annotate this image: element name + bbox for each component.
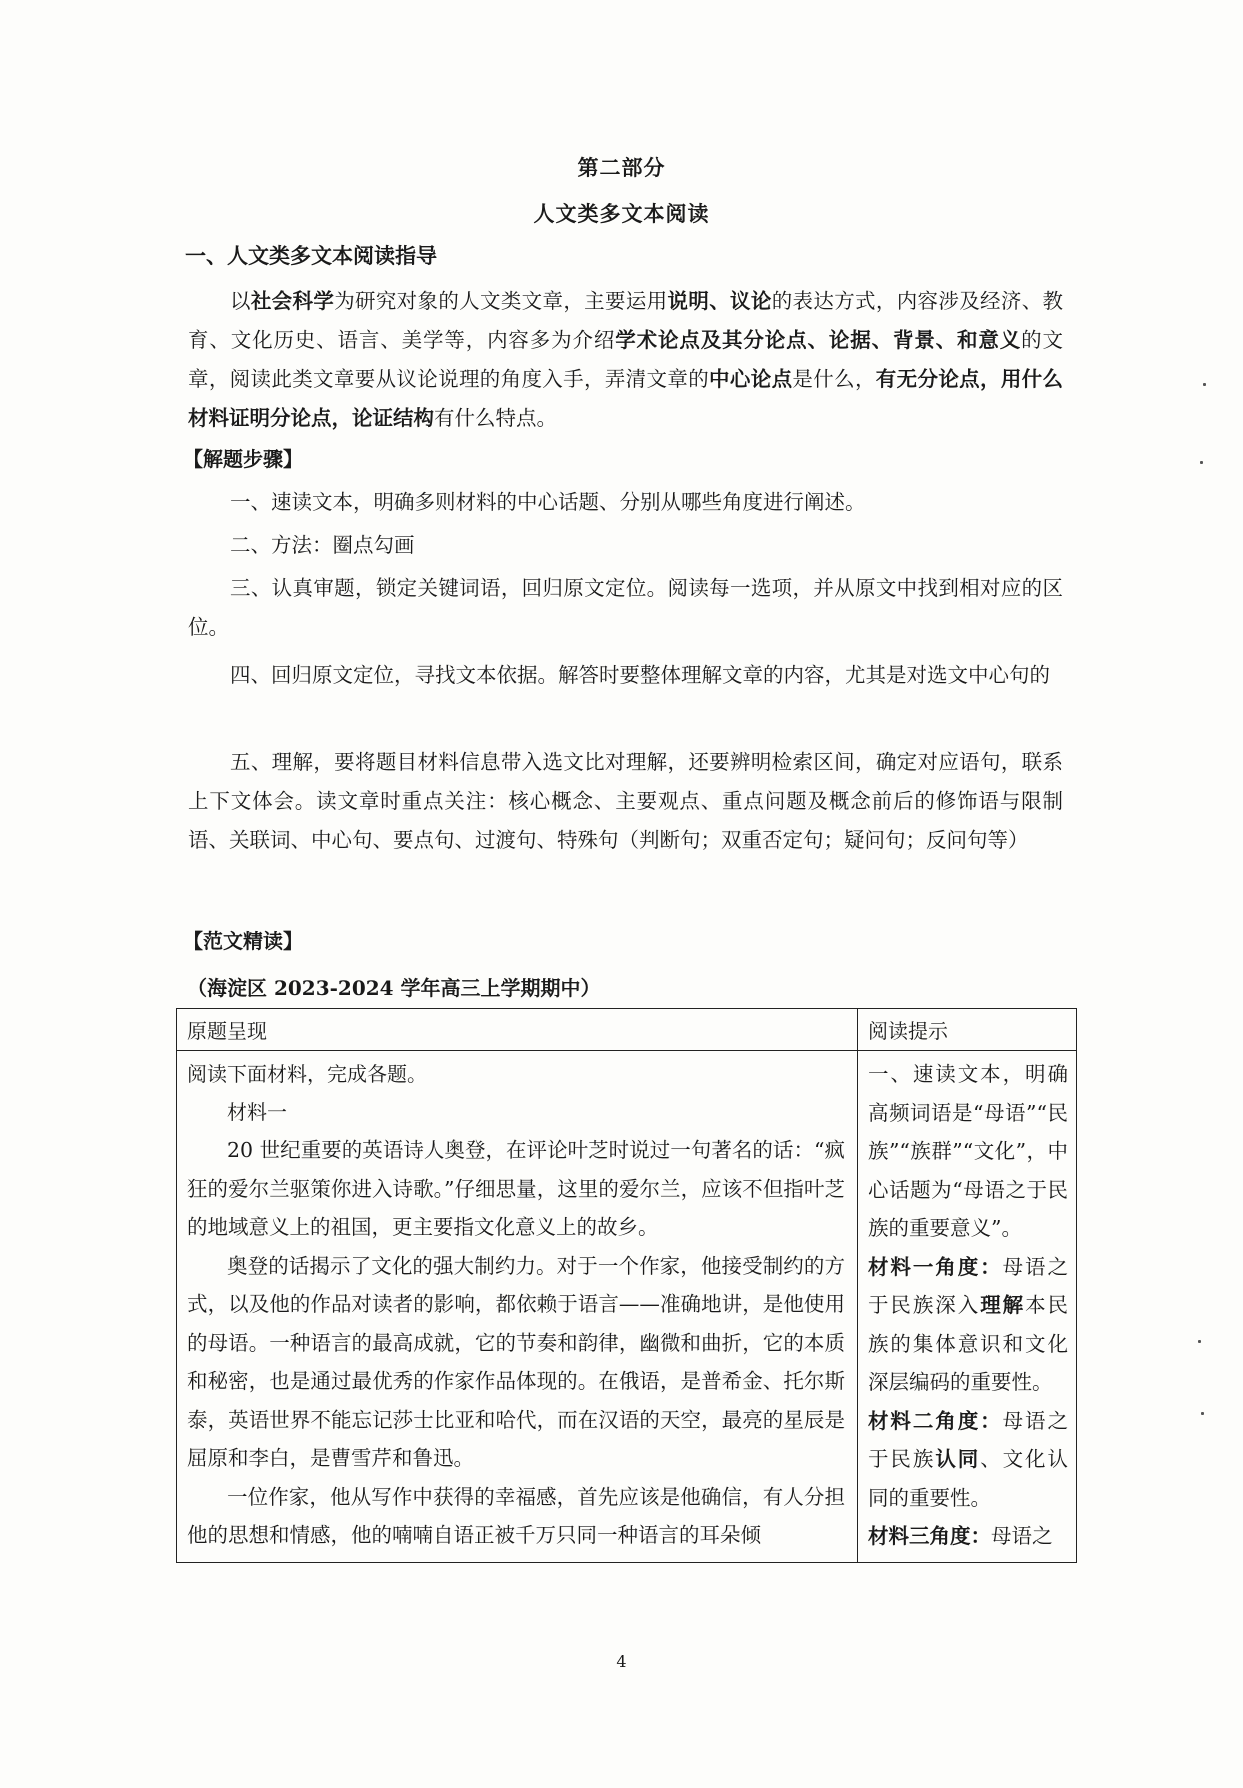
- column-header-hints: 阅读提示: [858, 1009, 1077, 1051]
- original-text-cell: [177, 1051, 858, 1563]
- scan-speck: [1198, 1340, 1201, 1343]
- table-caption: （海淀区 2023-2024 学年高三上学期期中）: [187, 976, 601, 1000]
- step-5: 五、理解，要将题目材料信息带入选文比对理解，还要辨明检索区间，确定对应语句，联系上下文体会。读文章时重点关注：核心概念、主要观点、重点问题及概念前后的修饰语与限制语、关联词、中心句、要点句、过渡句、特殊句（判断句；双重否定句；疑问句；反问句等）: [188, 750, 1063, 852]
- step-3: 三、认真审题，锁定关键词语，回归原文定位。阅读每一选项，并从原文中找到相对应的区位。: [188, 576, 1063, 639]
- hint-material-1: 材料一角度：母语之于民族深入理解本民族的集体意识和文化深层编码的重要性。: [868, 1254, 1068, 1394]
- hint-overview: 一、速读文本，明确高频词语是“母语”“民族”“族群”“文化”，中心话题为“母语之于民族的重要意义”。: [868, 1062, 1068, 1240]
- steps-heading: 【解题步骤】: [183, 447, 303, 471]
- column-header-original: 原题呈现: [177, 1009, 858, 1051]
- reading-hints-cell: [858, 1051, 1077, 1563]
- page-number: 4: [616, 1652, 627, 1671]
- section-title: 人文类多文本阅读: [533, 201, 710, 226]
- step-2: 二、方法：圈点勾画: [230, 533, 415, 557]
- step-4: 四、回归原文定位，寻找文本依据。解答时要整体理解文章的内容，尤其是对选文中心句的: [230, 663, 1050, 687]
- instruction-text: 阅读下面材料，完成各题。: [187, 1062, 427, 1086]
- example-table: [176, 1008, 1077, 1563]
- part-title: 第二部分: [577, 155, 666, 180]
- material-paragraph: 20 世纪重要的英语诗人奥登，在评论叶芝时说过一句著名的话：“疯狂的爱尔兰驱策你进入诗歌。”仔细思量，这里的爱尔兰，应该不但指叶芝的地域意义上的祖国，更主要指文化意义上的故乡。: [187, 1138, 845, 1239]
- intro-paragraph: 以社会科学为研究对象的人文类文章，主要运用说明、议论的表达方式，内容涉及经济、教育、文化历史、语言、美学等，内容多为介绍学术论点及其分论点、论据、背景、和意义的文章，阅读此类文章要从议论说理的角度入手，弄清文章的中心论点是什么，有无分论点，用什么材料证明分论点，论证结构有什么特点。: [188, 289, 1064, 430]
- material-paragraph: 奥登的话揭示了文化的强大制约力。对于一个作家，他接受制约的方式，以及他的作品对读者的影响，都依赖于语言——准确地讲，是他使用的母语。一种语言的最高成就，它的节奏和韵律，幽微和曲折，它的本质和秘密，也是通过最优秀的作家作品体现的。在俄语，是普希金、托尔斯泰，英语世界不能忘记莎士比亚和哈代，而在汉语的天空，最亮的星辰是屈原和李白，是曹雪芹和鲁迅。: [187, 1253, 845, 1470]
- material-label: 材料一: [227, 1100, 287, 1124]
- material-paragraph: 一位作家，他从写作中获得的幸福感，首先应该是他确信，有人分担他的思想和情感，他的喃喃自语正被千万只同一种语言的耳朵倾: [187, 1484, 845, 1547]
- section1-heading: 一、人文类多文本阅读指导: [185, 243, 437, 268]
- example-heading: 【范文精读】: [183, 929, 303, 953]
- scan-speck: [1201, 1412, 1204, 1415]
- hint-material-2: 材料二角度：母语之于民族认同、文化认同的重要性。: [868, 1408, 1068, 1510]
- step-1: 一、速读文本，明确多则材料的中心话题、分别从哪些角度进行阐述。: [230, 490, 866, 514]
- hint-material-3: 材料三角度：母语之: [868, 1524, 1053, 1548]
- scan-speck: [1203, 383, 1206, 386]
- scan-speck: [1200, 461, 1203, 464]
